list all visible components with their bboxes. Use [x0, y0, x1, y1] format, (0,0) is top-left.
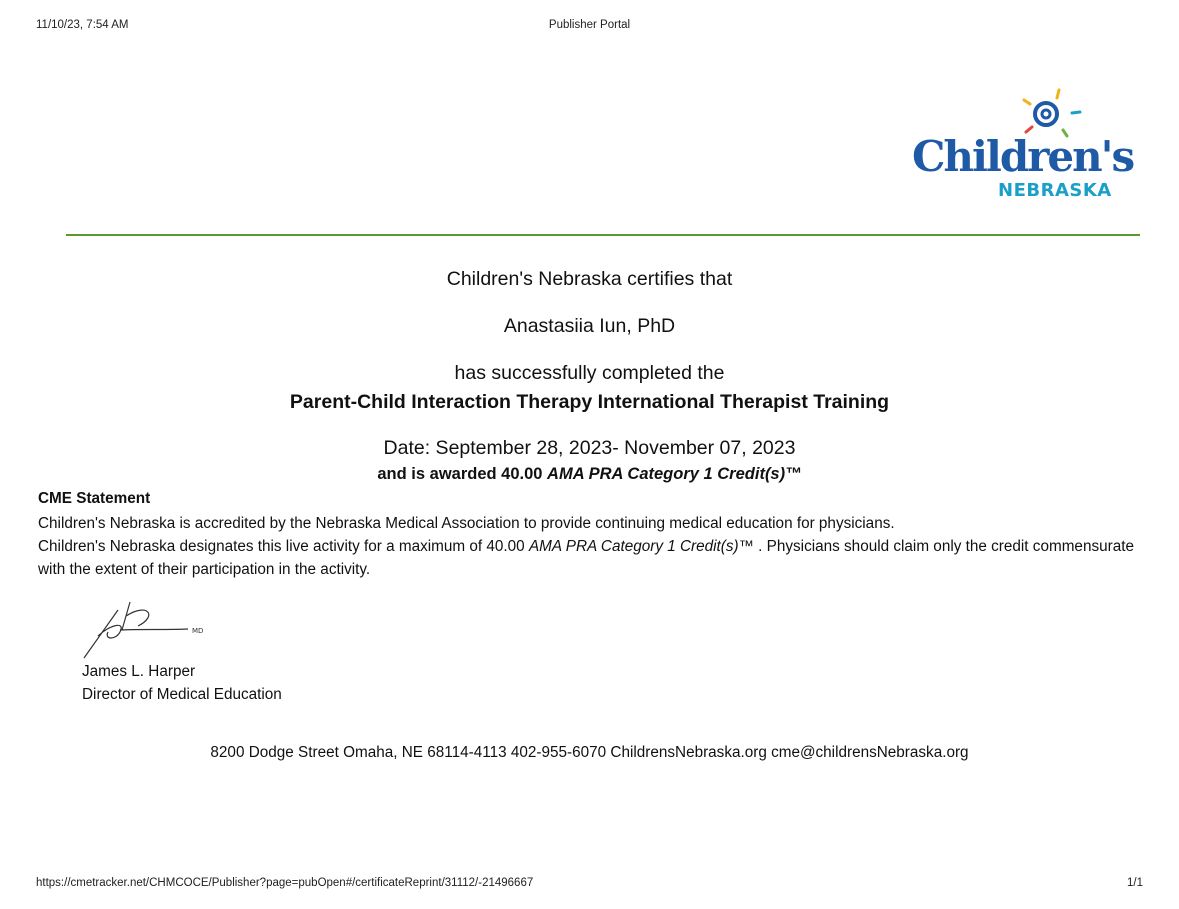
logo-wordmark: Children's [912, 132, 1134, 181]
completed-text: has successfully completed the [454, 362, 725, 384]
print-page-title: Publisher Portal [548, 19, 631, 31]
print-url: https://cmetracker.net/CHMCOCE/Publisher?page=pubOpen#/certificateReprint/31112/-21496667 [36, 877, 534, 889]
sun-swirl-icon [900, 80, 1130, 140]
logo-subtitle: NEBRASKA [998, 180, 1112, 201]
print-page-number: 1/1 [1127, 877, 1143, 889]
print-datetime: 11/10/23, 7:54 AM [36, 19, 129, 31]
header-divider [66, 234, 1140, 236]
credit-award [0, 465, 1179, 484]
signer-title: Director of Medical Education [82, 686, 282, 703]
cme-designation-prefix: Children's Nebraska designates this live activity for a maximum of 40.00 [38, 538, 529, 555]
credit-award-prefix: and is awarded 40.00 [377, 465, 548, 483]
certifies-text: Children's Nebraska certifies that [446, 268, 733, 290]
contact-address: 8200 Dodge Street Omaha, NE 68114-4113 402-955-6070 ChildrensNebraska.org cme@childrensNebraska.org [210, 744, 969, 761]
signer-name: James L. Harper [82, 663, 196, 680]
cme-accreditation: Children's Nebraska is accredited by the Nebraska Medical Association to provide continuing medical education for physicians. [38, 515, 895, 532]
cme-heading: CME Statement [38, 490, 151, 507]
cme-designation [38, 535, 1148, 581]
childrens-nebraska-logo [900, 80, 1134, 210]
svg-text:MD: MD [192, 627, 204, 635]
signature-image [78, 596, 218, 666]
credit-award-type: AMA PRA Category 1 Credit(s)™ [547, 465, 802, 483]
cme-credit-type: AMA PRA Category 1 Credit(s)™ [528, 538, 754, 555]
recipient-name: Anastasiia Iun, PhD [503, 315, 676, 337]
cme-designation-suffix: . Physicians should claim only the credit commensurate with the extent of their participation in the activity. [38, 538, 1134, 578]
course-title: Parent-Child Interaction Therapy International Therapist Training [289, 391, 890, 413]
cme-statement [38, 512, 1148, 581]
course-date: Date: September 28, 2023- November 07, 2023 [383, 437, 796, 459]
